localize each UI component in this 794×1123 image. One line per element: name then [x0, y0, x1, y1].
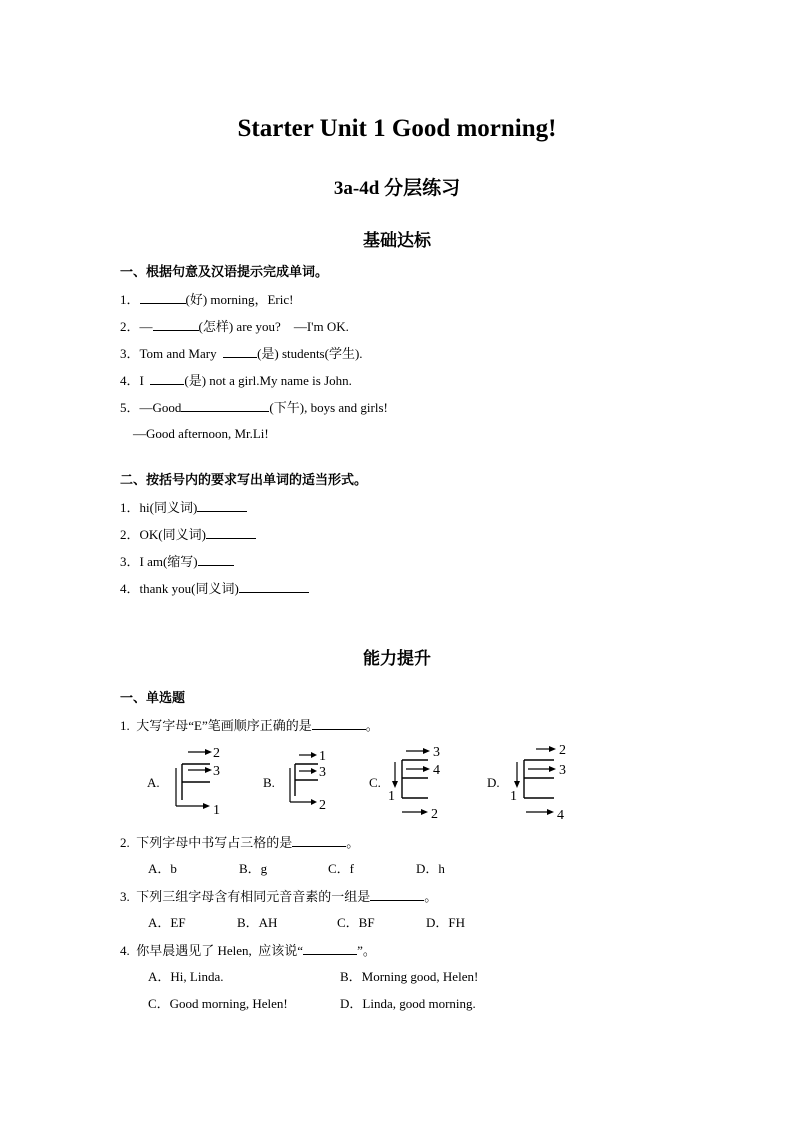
option-c-label: C. — [369, 775, 381, 790]
item-prefix: — — [139, 319, 153, 334]
answer-blank — [150, 371, 184, 385]
option-b-stroke-diagram — [283, 746, 338, 816]
question-2-option-a: A．b — [148, 861, 177, 876]
question-2-option-d: D．h — [416, 861, 445, 876]
item-prefix: Tom and Mary — [139, 346, 224, 361]
answer-blank — [239, 579, 309, 593]
stroke-number: 3 — [213, 764, 220, 779]
item-number: 3． — [120, 346, 140, 361]
item-number: 2． — [120, 527, 140, 542]
answer-blank — [181, 398, 269, 412]
question-4-option-a: A．Hi, Linda. — [148, 969, 224, 984]
question-end: 。 — [424, 889, 438, 904]
item-hint: (好) morning，Eric! — [185, 292, 294, 307]
question-3-option-b: B．AH — [237, 915, 278, 930]
question-2-stem — [120, 833, 359, 852]
question-text: 1. 大写字母“E”笔画顺序正确的是 — [120, 718, 312, 733]
question-3-option-d: D．FH — [426, 915, 466, 930]
item-number: 3． — [120, 554, 140, 569]
option-a-stroke-diagram — [170, 742, 230, 820]
stroke-number: 4 — [557, 808, 564, 823]
item-number: 4． — [120, 373, 140, 388]
answer-blank — [198, 552, 234, 566]
fill-item-4 — [120, 371, 352, 390]
item-number: 4． — [120, 581, 140, 596]
form-item-4 — [120, 579, 309, 598]
item-prefix: —Good — [139, 400, 182, 415]
form-item-2 — [120, 525, 256, 544]
stroke-number: 1 — [213, 803, 220, 818]
answer-blank — [140, 290, 186, 304]
option-b-label: B. — [263, 775, 275, 790]
answer-blank — [312, 716, 366, 730]
question-3-option-a: A．EF — [148, 915, 186, 930]
part2-heading: 二、按括号内的要求写出单词的适当形式。 — [120, 472, 368, 487]
form-item-3 — [120, 552, 234, 571]
question-text: 4. 你早晨遇见了 Helen, 应该说“ — [120, 943, 304, 958]
stroke-number: 2 — [559, 743, 566, 758]
question-4-option-b: B．Morning good, Helen! — [340, 969, 479, 984]
question-4-option-c: C．Good morning, Helen! — [148, 996, 288, 1011]
document-title: Starter Unit 1 Good morning! — [237, 115, 557, 142]
item-text: hi(同义词) — [139, 500, 198, 515]
answer-blank — [303, 941, 357, 955]
fill-item-2 — [120, 317, 349, 336]
item-hint: (怎样) are you? —I'm OK. — [198, 319, 349, 334]
option-c-stroke-diagram — [386, 742, 452, 822]
stroke-number: 2 — [213, 746, 220, 761]
item-number: 5． — [120, 400, 140, 415]
document-subtitle: 3a-4d 分层练习 — [333, 178, 461, 199]
question-end: ”。 — [357, 943, 376, 958]
item-number: 1． — [120, 500, 140, 515]
item-hint: (是) students(学生). — [257, 346, 363, 361]
answer-blank — [197, 498, 247, 512]
question-4-option-d: D．Linda, good morning. — [340, 996, 476, 1011]
item-text: OK(同义词) — [139, 527, 206, 542]
stroke-number: 3 — [319, 765, 326, 780]
option-d-label: D. — [487, 775, 500, 790]
answer-blank — [370, 887, 424, 901]
question-3-option-c: C．BF — [337, 915, 375, 930]
stroke-number: 2 — [319, 798, 326, 813]
item-text: thank you(同义词) — [139, 581, 239, 596]
question-text: 2. 下列字母中书写占三格的是 — [120, 835, 293, 850]
answer-blank — [206, 525, 256, 539]
question-2-option-b: B．g — [239, 861, 268, 876]
stroke-number: 1 — [319, 749, 326, 764]
item-hint: (下午), boys and girls! — [269, 400, 388, 415]
stroke-number: 3 — [559, 763, 566, 778]
stroke-number: 1 — [388, 789, 395, 804]
item-number: 2． — [120, 319, 140, 334]
question-end: 。 — [365, 718, 379, 733]
question-3-stem — [120, 887, 437, 906]
stroke-number: 1 — [510, 789, 517, 804]
form-item-1 — [120, 498, 247, 517]
item-text: I am(缩写) — [139, 554, 198, 569]
item-prefix: I — [139, 373, 151, 388]
section-heading-advanced: 能力提升 — [363, 649, 431, 668]
fill-item-5 — [120, 398, 388, 417]
part1-heading: 一、根据句意及汉语提示完成单词。 — [120, 264, 329, 279]
question-end: 。 — [346, 835, 360, 850]
section-heading-basic: 基础达标 — [363, 231, 431, 250]
question-1-stem — [120, 716, 379, 735]
item-hint: (是) not a girl.My name is John. — [184, 373, 352, 388]
question-2-option-c: C．f — [328, 861, 355, 876]
question-4-stem — [120, 941, 376, 960]
fill-item-3 — [120, 344, 363, 363]
choice-part-heading: 一、单选题 — [120, 690, 186, 705]
question-text: 3. 下列三组字母含有相同元音音素的一组是 — [120, 889, 371, 904]
stroke-number: 3 — [433, 745, 440, 760]
fill-item-5-reply: —Good afternoon, Mr.Li! — [133, 426, 269, 441]
fill-item-1 — [120, 290, 293, 309]
option-a-label: A. — [147, 775, 160, 790]
option-d-stroke-diagram — [508, 740, 574, 824]
stroke-number: 4 — [433, 763, 440, 778]
answer-blank — [223, 344, 257, 358]
answer-blank — [153, 317, 199, 331]
stroke-number: 2 — [431, 807, 438, 822]
item-number: 1． — [120, 292, 140, 307]
answer-blank — [292, 833, 346, 847]
